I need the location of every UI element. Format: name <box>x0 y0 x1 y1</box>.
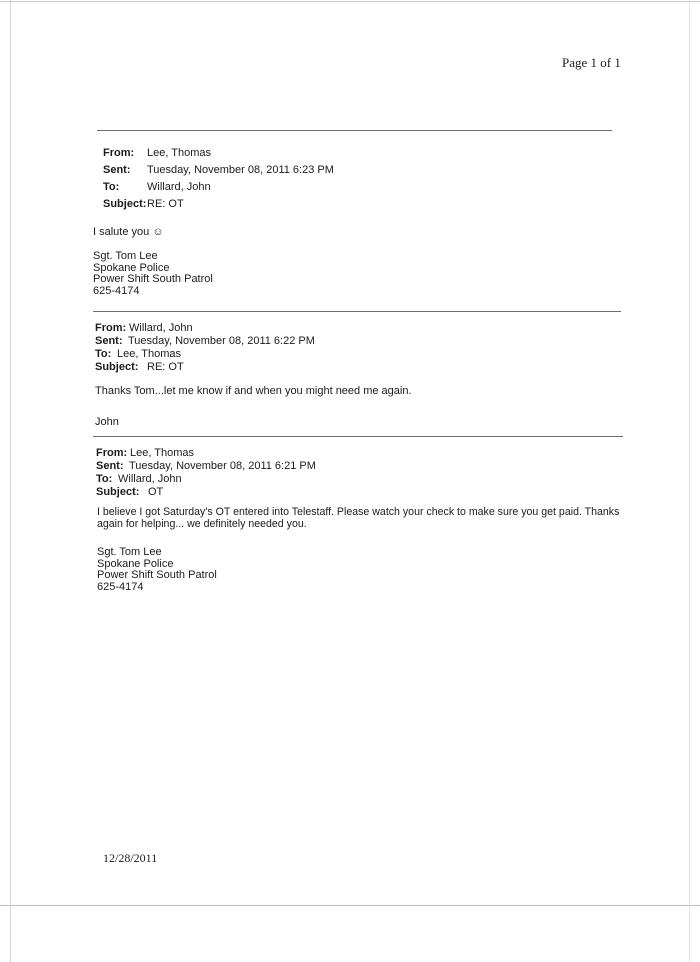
signature-line: Sgt. Tom Lee <box>93 250 158 262</box>
sent-value: Tuesday, November 08, 2011 6:21 PM <box>129 460 316 472</box>
subject-label: Subject: <box>103 198 147 210</box>
signature-line: Power Shift South Patrol <box>93 273 213 285</box>
signature-line: Power Shift South Patrol <box>97 569 217 581</box>
sent-label: Sent: <box>96 460 124 472</box>
signature-line: Spokane Police <box>93 261 170 274</box>
sent-label: Sent: <box>95 335 123 347</box>
signature-line: 625-4174 <box>97 580 144 593</box>
signature-line: 625-4174 <box>93 284 140 297</box>
message-header <box>96 447 596 499</box>
message-body-line: again for helping... we definitely needed you. <box>97 518 307 530</box>
message-divider <box>93 436 623 437</box>
subject-label: Subject: <box>95 361 139 373</box>
subject-value: RE: OT <box>147 198 184 210</box>
from-label: From: <box>96 447 128 459</box>
scan-edge-top <box>0 1 700 2</box>
subject-label: Subject: <box>96 486 140 498</box>
from-label: From: <box>103 147 135 159</box>
scan-edge-bottom <box>0 905 700 906</box>
signature-line: Sgt. Tom Lee <box>97 546 162 558</box>
message-header <box>103 145 603 211</box>
message-body-line: Thanks Tom...let me know if and when you might need me again. <box>95 385 412 397</box>
signature <box>93 251 213 297</box>
sent-value: Tuesday, November 08, 2011 6:23 PM <box>147 164 334 176</box>
to-label: To: <box>95 348 112 360</box>
signature-line: Spokane Police <box>97 557 174 570</box>
subject-value: RE: OT <box>147 361 184 373</box>
to-label: To: <box>96 473 113 485</box>
sent-value: Tuesday, November 08, 2011 6:22 PM <box>128 335 315 347</box>
message-body-line: I believe I got Saturday's OT entered into Telestaff. Please watch your check to make sure you get paid. Thanks <box>97 506 620 518</box>
to-value: Willard, John <box>147 181 211 193</box>
from-value: Lee, Thomas <box>130 447 195 459</box>
message-body-line: I salute you ☺ <box>93 226 164 238</box>
from-label: From: <box>95 322 127 334</box>
to-label: To: <box>103 181 120 193</box>
message-body <box>97 506 627 530</box>
subject-value: OT <box>148 486 164 498</box>
to-value: Lee, Thomas <box>117 348 182 360</box>
message-header <box>95 322 595 374</box>
to-value: Willard, John <box>118 473 182 485</box>
page-number: Page 1 of 1 <box>562 55 621 70</box>
scan-edge-left <box>10 0 11 962</box>
sent-label: Sent: <box>103 164 131 176</box>
scan-edge-right <box>689 0 690 962</box>
message-divider <box>97 130 612 131</box>
footer-date: 12/28/2011 <box>103 851 158 865</box>
message-body-line: John <box>95 416 119 428</box>
signature <box>97 547 217 593</box>
message-divider <box>93 311 621 312</box>
from-value: Lee, Thomas <box>147 147 212 159</box>
from-value: Willard, John <box>129 322 193 334</box>
